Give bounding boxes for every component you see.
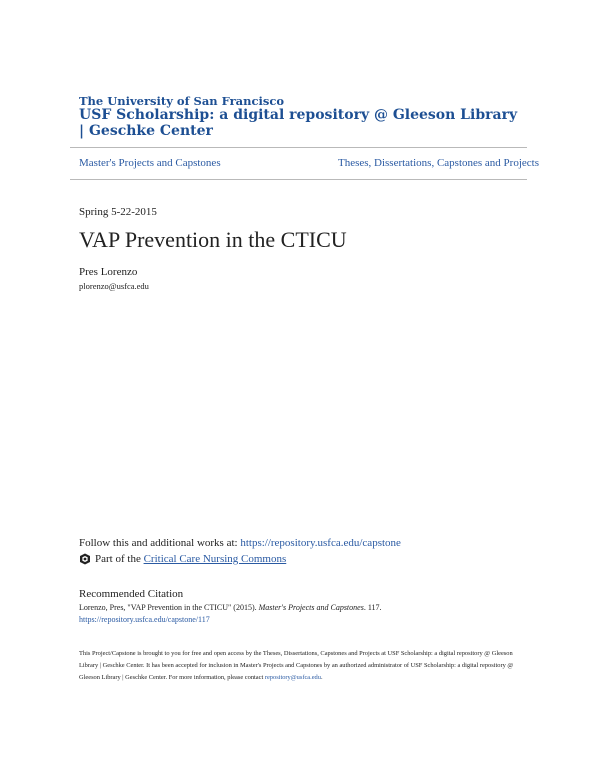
theses-dissertations-link[interactable]: Theses, Dissertations, Capstones and Projects (337, 157, 539, 169)
follow-label: Follow this and additional works at: (79, 537, 241, 549)
access-notice (79, 648, 524, 684)
follow-url-link[interactable]: https://repository.usfca.edu/capstone (240, 537, 401, 549)
citation-url-link[interactable]: https://repository.usfca.edu/capstone/117 (79, 615, 210, 624)
citation-text (79, 602, 519, 614)
critical-care-commons-link[interactable]: Critical Care Nursing Commons (143, 553, 287, 565)
repository-name[interactable]: USF Scholarship: a digital repository @ Gleeson Library | Geschke Center (79, 107, 518, 139)
notice-end: . (320, 674, 323, 681)
masters-projects-link[interactable]: Master's Projects and Capstones (79, 157, 221, 169)
recommended-citation-heading: Recommended Citation (79, 588, 184, 600)
top-divider (70, 147, 527, 148)
author-email: plorenzo@usfca.edu (79, 281, 149, 291)
contact-email-link[interactable]: repository@usfca.edu (264, 674, 321, 681)
publication-date: Spring 5-22-2015 (79, 206, 157, 218)
part-of-label: Part of the (95, 553, 141, 565)
notice-text: This Project/Capstone is brought to you for free and open access by the Theses, Dissertations, Capstones and Projects at USF Scholarship: a digital repository @ Gleeson Library | Geschke Center. It has been accepted for inclusion in Master's Projects and Capstones by an authorized administrator of USF Scholarship: a digital repository @ Gleeson Library | Geschke Center. For more information, please contact (79, 650, 514, 681)
part-of-line (79, 553, 286, 565)
bepress-icon (79, 553, 91, 565)
citation-suffix: . 117. (363, 603, 382, 612)
citation-prefix: Lorenzo, Pres, "VAP Prevention in the CTICU" (2015). (79, 603, 259, 612)
document-title: VAP Prevention in the CTICU (79, 227, 347, 252)
bottom-divider (70, 179, 527, 180)
university-name: The University of San Francisco (79, 94, 284, 108)
author-name: Pres Lorenzo (79, 266, 138, 278)
citation-series: Master's Projects and Capstones (258, 603, 364, 612)
follow-line (79, 537, 401, 549)
